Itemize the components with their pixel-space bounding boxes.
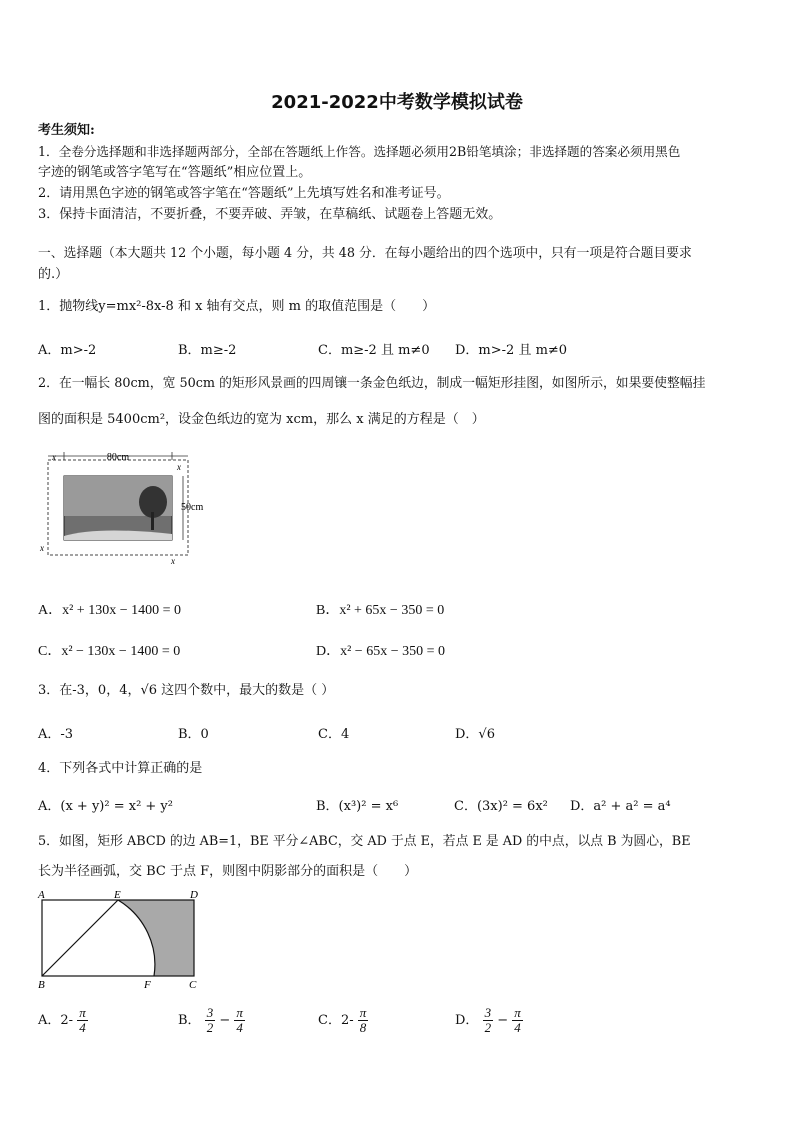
notice-line-1: 1．全卷分选择题和非选择题两部分，全部在答题纸上作答。选择题必须用2B铅笔填涂；非选择题的答案必须用黑色 [38,144,681,159]
q1-stem: 1．抛物线y=mx²-8x-8 和 x 轴有交点，则 m 的取值范围是（ ） [38,299,436,314]
section-heading-line-2: 的.） [38,267,69,282]
q3-option-b[interactable]: B．0 [178,727,209,742]
q3-stem: 3．在-3，0，4，√6 这四个数中，最大的数是（ ） [38,683,335,698]
q2-figure [38,450,208,572]
q5-label-d: D [190,889,198,901]
q5-figure [34,886,206,992]
q5-segment-be [42,900,118,976]
q2-x-label-bottom: x [171,556,175,566]
q5-label-c: C [189,979,197,991]
q4-option-b[interactable]: B．(x³)² = x⁶ [316,799,399,814]
q5-label-e: E [114,889,121,901]
q2-x-label-left: x [40,543,44,553]
q5-stem-line-1: 5．如图，矩形 ABCD 的边 AB=1，BE 平分∠ABC，交 AD 于点 E，若点 E 是 AD 的中点，以点 B 为圆心，BE [38,834,691,849]
q2-option-b[interactable]: B．x² + 65x − 350 = 0 [316,603,445,618]
q2-stem-line-2: 图的面积是 5400cm²，设金色纸边的宽为 xcm，那么 x 满足的方程是（ ） [38,412,485,427]
section-heading-line-1: 一、选择题（本大题共 12 个小题，每小题 4 分，共 48 分．在每小题给出的四个选项中，只有一项是符合题目要求 [38,246,692,261]
notice-line-4: 3．保持卡面清洁，不要折叠，不要弄破、弄皱，在草稿纸、试题卷上答题无效。 [38,207,502,222]
q2-x-label-right: x [177,462,181,472]
q2-stem-line-1: 2．在一幅长 80cm，宽 50cm 的矩形风景画的四周镶一条金色纸边，制成一幅矩形挂图，如图所示，如果要使整幅挂 [38,376,706,391]
q1-option-b[interactable]: B．m≥-2 [178,343,237,358]
q5-option-d[interactable]: D． $\frac{3}{2}$ − $\frac{\pi}{4}$ [455,1005,521,1035]
q2-tree-trunk [151,512,154,530]
q5-shaded-region [118,900,194,976]
q3-option-c[interactable]: C．4 [318,727,350,742]
q5-option-c[interactable]: C．2- $\frac{\pi}{8}$ [318,1005,367,1035]
q5-label-b: B [38,979,45,991]
q4-option-a[interactable]: A．(x + y)² = x² + y² [38,799,173,814]
page-title: 2021-2022中考数学模拟试卷 [271,92,523,113]
q5-option-b[interactable]: B． $\frac{3}{2}$ − $\frac{\pi}{4}$ [178,1005,243,1035]
q4-stem: 4．下列各式中计算正确的是 [38,761,203,776]
q2-option-c[interactable]: C．x² − 130x − 1400 = 0 [38,644,181,659]
notice-line-3: 2．请用黑色字迹的钢笔或答字笔在“答题纸”上先填写姓名和准考证号。 [38,186,450,201]
q1-option-c[interactable]: C．m≥-2 且 m≠0 [318,343,430,358]
notice-line-2: 字迹的钢笔或答字笔写在“答题纸”相应位置上。 [38,165,312,180]
q5-label-a: A [38,889,45,901]
q2-width-label: 80cm [106,452,130,463]
q5-label-f: F [144,979,151,991]
q5-stem-line-2: 长为半径画弧，交 BC 于点 F，则图中阴影部分的面积是（ ） [38,864,418,879]
q2-x-label-top: x [52,452,56,462]
q4-option-c[interactable]: C．(3x)² = 6x² [454,799,548,814]
q2-height-label: 50cm [181,502,204,513]
q3-option-a[interactable]: A．-3 [38,727,74,742]
q1-option-d[interactable]: D．m>-2 且 m≠0 [455,343,568,358]
q3-option-d[interactable]: D．√6 [455,727,495,742]
q2-option-d[interactable]: D．x² − 65x − 350 = 0 [316,644,445,659]
q4-option-d[interactable]: D．a² + a² = a⁴ [570,799,671,814]
q1-option-a[interactable]: A．m>-2 [38,343,97,358]
q2-option-a[interactable]: A．x² + 130x − 1400 = 0 [38,603,181,618]
notice-heading: 考生须知: [38,123,95,138]
q5-option-a[interactable]: A．2- $\frac{\pi}{4}$ [38,1005,86,1035]
